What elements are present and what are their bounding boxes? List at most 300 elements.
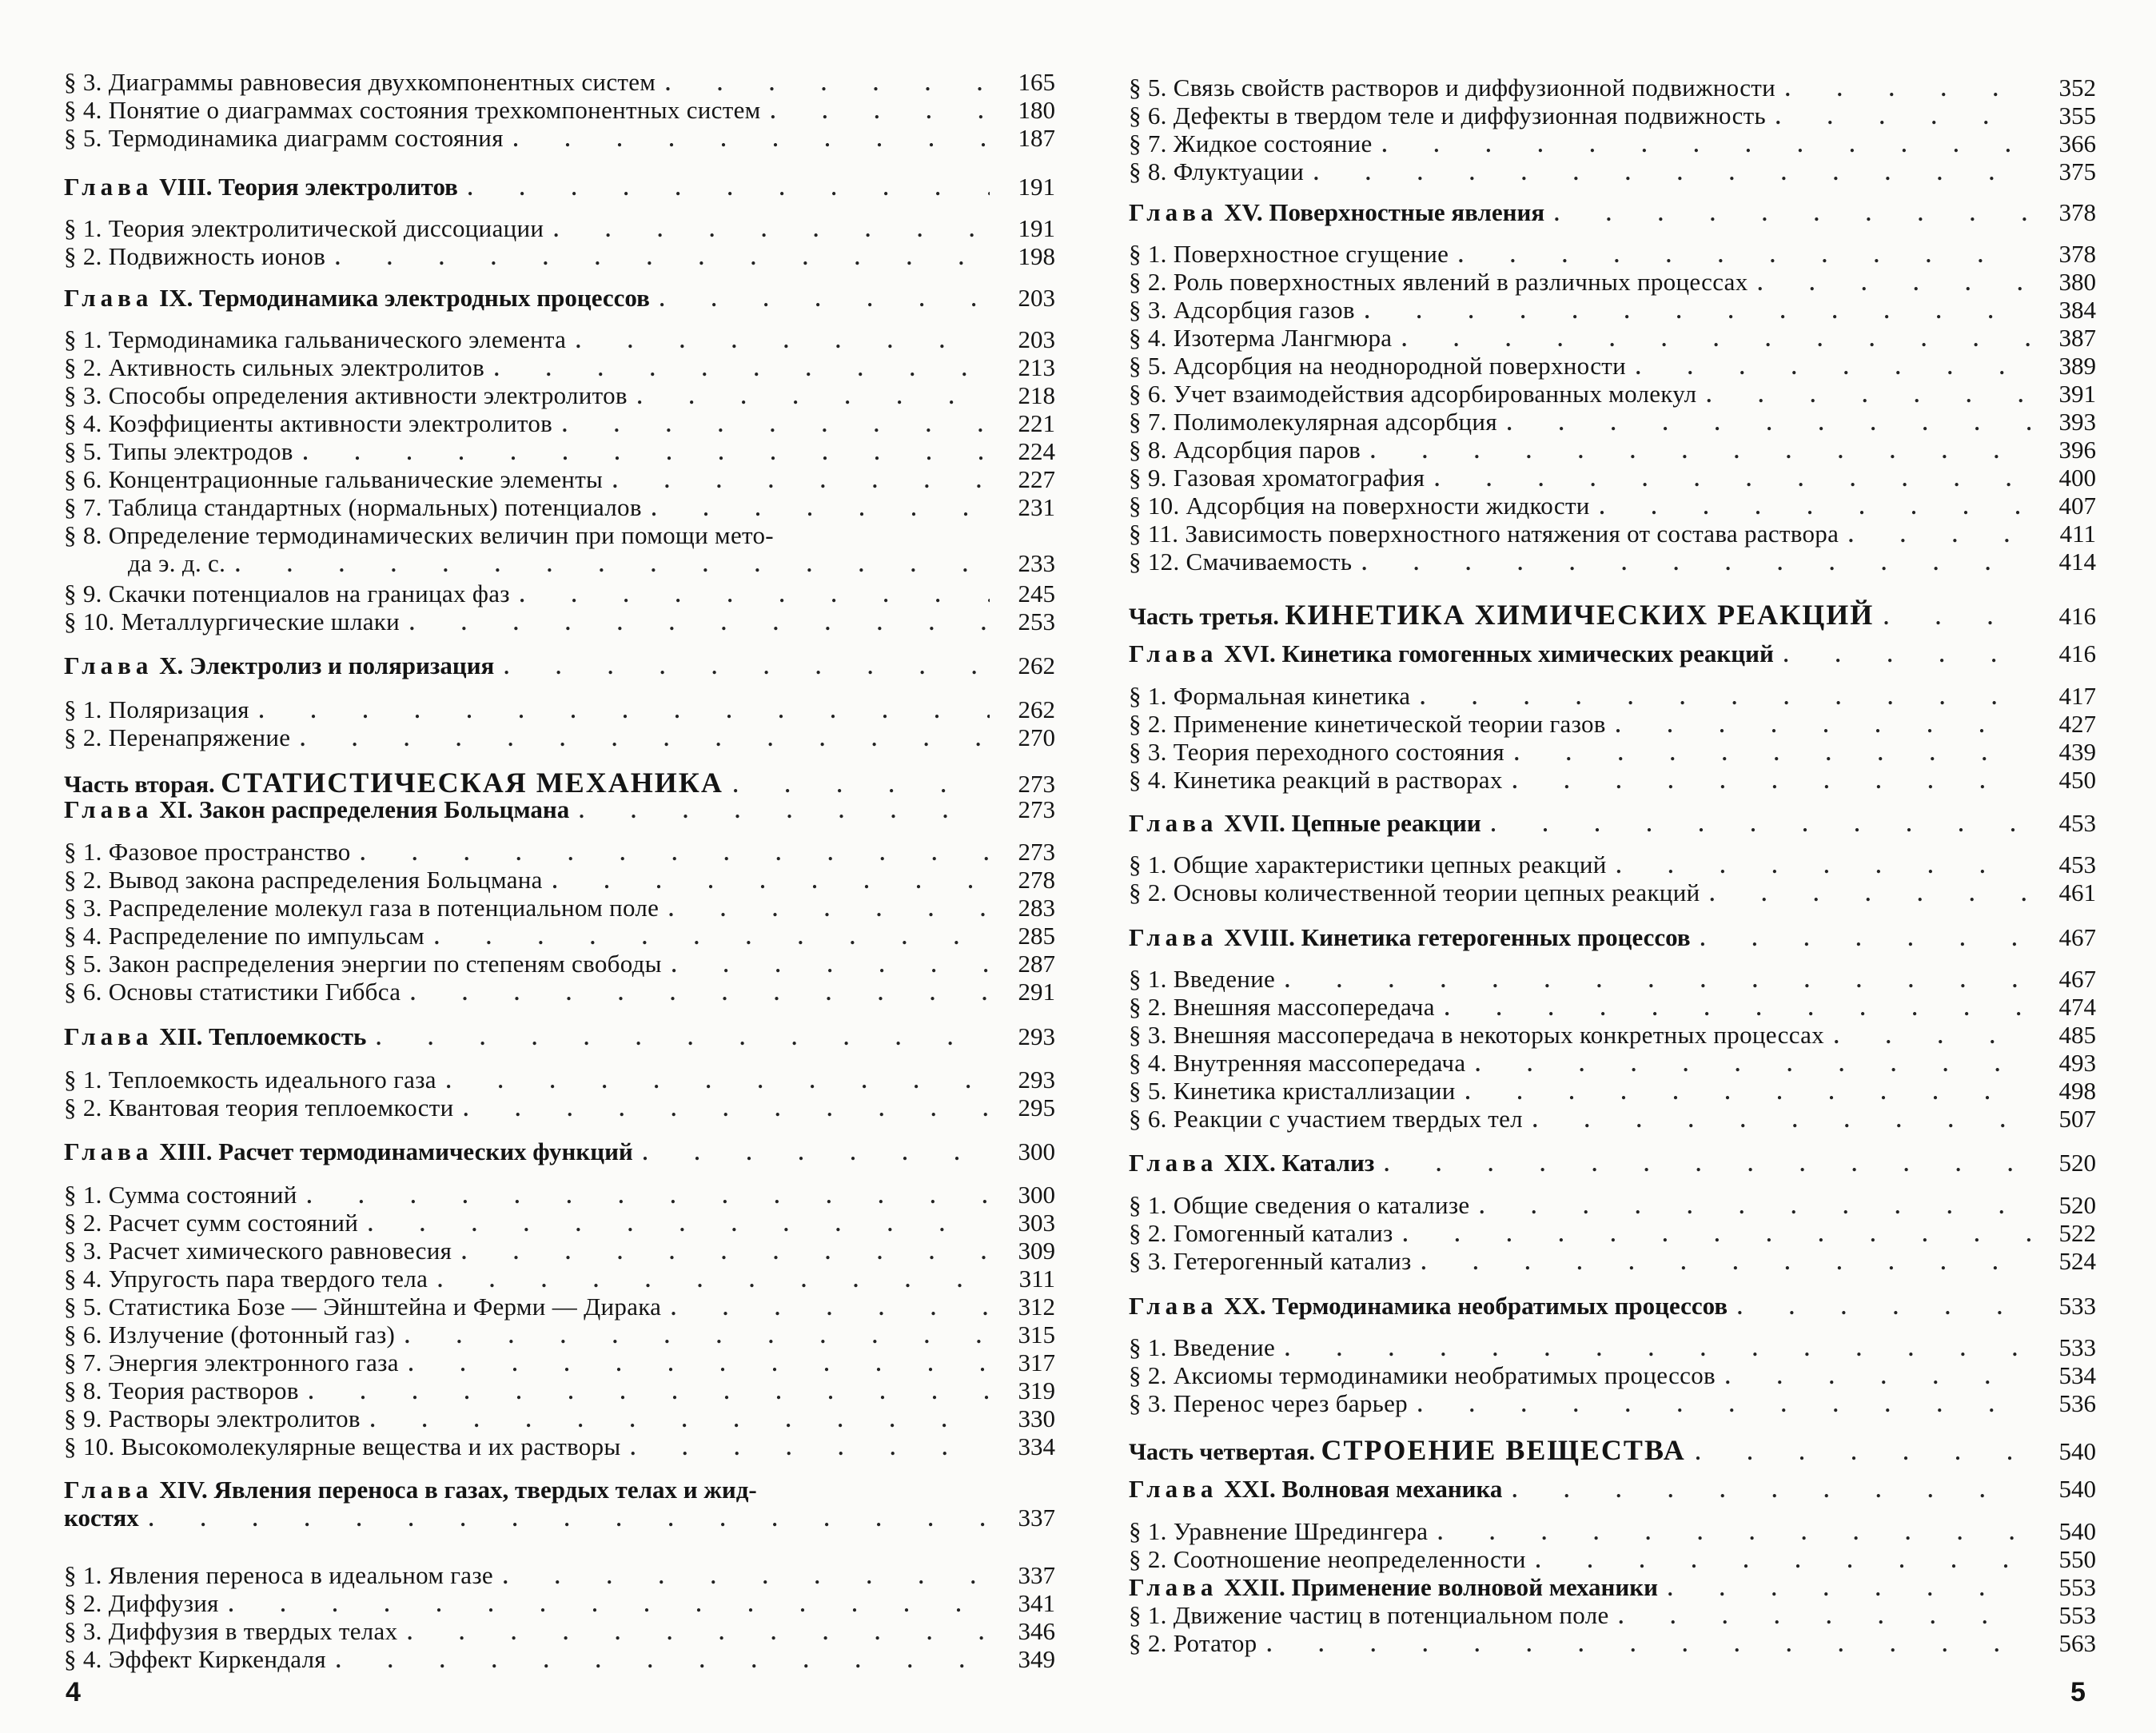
leader-dots <box>1384 1153 2030 1177</box>
leader-dots <box>376 1026 990 1050</box>
page-ref: 300 <box>1018 1137 1055 1165</box>
leader-dots <box>671 1297 990 1321</box>
chapter-title: XVI. Кинетика гомогенных химических реакций <box>1224 639 1774 667</box>
section-entry <box>64 381 1055 410</box>
leader-dots <box>1491 813 2030 837</box>
page-ref: 346 <box>1018 1617 1055 1645</box>
section-entry <box>1129 1219 2096 1248</box>
section-entry <box>1129 1517 2096 1546</box>
leader-dots <box>1616 714 2030 738</box>
page-ref: 536 <box>2058 1389 2096 1417</box>
page-ref: 414 <box>2058 548 2096 576</box>
section-title: § 2. Активность сильных электролитов <box>64 353 485 381</box>
part-title: СТАТИСТИЧЕСКАЯ МЕХАНИКА <box>221 767 723 799</box>
leader-dots <box>1536 1549 2030 1573</box>
leader-dots <box>637 385 990 409</box>
page-ref: 450 <box>2058 766 2096 794</box>
leader-dots <box>1785 78 2030 102</box>
section-title: § 6. Реакции с участием твердых тел <box>1129 1105 1523 1133</box>
section-title: § 2. Подвижность ионов <box>64 242 326 270</box>
section-entry <box>64 1349 1055 1377</box>
leader-dots <box>668 898 990 922</box>
section-title: § 2. Перенапряжение <box>64 723 291 751</box>
entry-continuation <box>64 549 1055 578</box>
section-entry <box>64 1209 1055 1237</box>
page-ref: 349 <box>1018 1645 1055 1673</box>
chapter-title: XV. Поверхностные явления <box>1224 198 1545 226</box>
leader-dots <box>631 1436 990 1460</box>
leader-dots <box>504 655 990 679</box>
section-title: § 2. Диффузия <box>64 1589 219 1617</box>
page-ref: 453 <box>2058 809 2096 837</box>
page-ref: 520 <box>2058 1149 2096 1177</box>
section-title: § 1. Общие сведения о катализе <box>1129 1191 1470 1219</box>
page-ref: 221 <box>1018 409 1055 437</box>
section-entry <box>64 1321 1055 1349</box>
section-entry <box>1129 1049 2096 1078</box>
page-ref: 417 <box>2058 682 2096 710</box>
page-ref: 300 <box>1018 1181 1055 1209</box>
leader-dots <box>1365 300 2030 324</box>
leader-dots <box>494 357 990 381</box>
section-title: § 8. Определение термодинамических величин при помощи мето- <box>64 521 774 549</box>
leader-dots <box>1600 496 2030 520</box>
leader-dots <box>652 497 990 521</box>
page-ref: 191 <box>1018 173 1055 201</box>
section-entry <box>64 894 1055 922</box>
section-title: § 3. Диаграммы равновесия двухкомпонентных систем <box>64 68 656 96</box>
leader-dots <box>513 128 990 152</box>
section-title: § 2. Соотношение неопределенности <box>1129 1545 1526 1573</box>
leader-dots <box>446 1070 990 1094</box>
section-entry <box>1129 1545 2096 1574</box>
section-title: § 3. Гетерогенный катализ <box>1129 1247 1412 1275</box>
leader-dots <box>733 774 990 798</box>
page-ref: 262 <box>1018 651 1055 679</box>
leader-dots <box>300 727 990 751</box>
page-ref: 227 <box>1018 465 1055 493</box>
section-title: § 3. Перенос через барьер <box>1129 1389 1408 1417</box>
section-entry <box>64 838 1055 866</box>
chapter-title: XVII. Цепные реакции <box>1224 809 1481 837</box>
chapter-heading <box>64 795 1055 824</box>
leader-dots <box>307 1185 990 1209</box>
part-prefix: Часть четвертая. <box>1129 1439 1316 1465</box>
chapter-prefix: Глава <box>1129 1149 1218 1177</box>
section-title: § 5. Типы электродов <box>64 437 293 465</box>
section-entry <box>1129 380 2096 408</box>
section-title: § 1. Сумма состояний <box>64 1181 297 1209</box>
page-ref: 485 <box>2058 1021 2096 1049</box>
leader-dots <box>1285 969 2030 993</box>
page-ref: 334 <box>1018 1432 1055 1460</box>
page-ref: 393 <box>2058 408 2096 436</box>
leader-dots <box>1507 412 2030 436</box>
page-ref: 293 <box>1018 1066 1055 1094</box>
leader-dots <box>468 177 990 201</box>
page-ref: 384 <box>2058 296 2096 324</box>
page-ref: 213 <box>1018 353 1055 381</box>
chapter-title: IX. Термодинамика электродных процессов <box>159 284 650 312</box>
page-ref: 283 <box>1018 894 1055 922</box>
leader-dots <box>579 799 990 823</box>
page-ref: 273 <box>1018 838 1055 866</box>
page-ref: 507 <box>2058 1105 2096 1133</box>
section-entry <box>1129 296 2096 325</box>
chapter-prefix: Глава <box>1129 1475 1218 1503</box>
page-ref: 319 <box>1018 1376 1055 1404</box>
section-title: § 10. Металлургические шлаки <box>64 608 401 635</box>
section-title: § 4. Коэффициенты активности электролитов <box>64 409 553 437</box>
leader-dots <box>1668 1577 2030 1601</box>
page-ref: 453 <box>2058 851 2096 878</box>
section-title: § 2. Применение кинетической теории газов <box>1129 710 1606 738</box>
section-title: § 2. Квантовая теория теплоемкости <box>64 1094 454 1121</box>
chapter-title: VIII. Теория электролитов <box>159 173 458 201</box>
page-ref: 180 <box>1018 96 1055 124</box>
section-entry <box>64 950 1055 978</box>
page-ref: 366 <box>2058 129 2096 157</box>
leader-dots <box>149 1508 990 1532</box>
section-title: § 10. Адсорбция на поверхности жидкости <box>1129 492 1590 520</box>
leader-dots <box>1848 524 2030 548</box>
section-entry <box>64 978 1055 1006</box>
page-ref: 467 <box>2058 965 2096 993</box>
page-ref: 467 <box>2058 923 2096 951</box>
leader-dots <box>235 553 990 577</box>
page-ref: 378 <box>2058 240 2096 268</box>
section-entry <box>1129 1361 2096 1390</box>
section-title: § 6. Основы статистики Гиббса <box>64 978 401 1006</box>
page-ref: 273 <box>1018 770 1055 798</box>
chapter-heading <box>1129 923 2096 952</box>
chapter-heading <box>1129 809 2096 838</box>
chapter-prefix: Глава <box>64 284 153 312</box>
page-ref: 563 <box>2058 1629 2096 1657</box>
leader-dots <box>1775 106 2030 129</box>
page-ref: 253 <box>1018 608 1055 635</box>
part-prefix: Часть третья. <box>1129 604 1279 630</box>
chapter-prefix: Глава <box>64 1022 153 1050</box>
section-entry <box>64 1094 1055 1122</box>
chapter-prefix: Глава <box>64 1137 153 1165</box>
leader-dots <box>1420 686 2030 710</box>
leader-dots <box>309 1380 990 1404</box>
page-number-right: 5 <box>2070 1677 2086 1707</box>
page-ref: 309 <box>1018 1237 1055 1265</box>
section-entry <box>64 465 1055 494</box>
page-ref: 311 <box>1018 1265 1055 1293</box>
section-entry <box>64 1066 1055 1094</box>
section-title: § 1. Уравнение Шредингера <box>1129 1517 1429 1545</box>
page-ref: 493 <box>2058 1049 2096 1077</box>
section-title: § 3. Диффузия в твердых телах <box>64 1617 398 1645</box>
section-title: § 2. Аксиомы термодинамики необратимых процессов <box>1129 1361 1716 1389</box>
section-entry <box>64 493 1055 522</box>
leader-dots <box>1737 1296 2030 1320</box>
page-ref: 203 <box>1018 284 1055 312</box>
section-title: § 1. Движение частиц в потенциальном поле <box>1129 1601 1609 1629</box>
leader-dots <box>1361 552 2030 576</box>
chapter-title: XI. Закон распределения Больцмана <box>159 795 570 823</box>
section-title: § 12. Смачиваемость <box>1129 548 1353 576</box>
part-title: СТРОЕНИЕ ВЕЩЕСТВА <box>1321 1434 1686 1466</box>
entry-continuation <box>64 1504 1055 1532</box>
section-title: § 2. Расчет сумм состояний <box>64 1209 359 1237</box>
page-ref: 187 <box>1018 124 1055 152</box>
section-title: § 5. Термодинамика диаграмм состояния <box>64 124 504 152</box>
leader-dots <box>1417 1393 2030 1417</box>
section-title: § 6. Концентрационные гальванические элементы <box>64 465 604 493</box>
leader-dots <box>407 1621 990 1645</box>
section-entry <box>1129 682 2096 711</box>
section-entry <box>64 325 1055 354</box>
chapter-title: XIX. Катализ <box>1224 1149 1375 1177</box>
section-title: § 7. Таблица стандартных (нормальных) потенциалов <box>64 493 642 521</box>
chapter-heading <box>1129 1475 2096 1504</box>
section-title: § 3. Расчет химического равновесия <box>64 1237 452 1265</box>
chapter-title: XX. Термодинамика необратимых процессов <box>1224 1292 1728 1320</box>
leader-dots <box>404 1325 990 1349</box>
page-ref: 165 <box>1018 68 1055 96</box>
page-ref: 407 <box>2058 492 2096 520</box>
leader-dots <box>336 1649 990 1673</box>
section-entry <box>64 1293 1055 1321</box>
page-ref: 317 <box>1018 1349 1055 1376</box>
section-title: § 4. Внутренняя массопередача <box>1129 1049 1466 1077</box>
section-title: § 6. Дефекты в твердом теле и диффузионная подвижность <box>1129 102 1766 129</box>
page-ref: 522 <box>2058 1219 2096 1247</box>
page-ref: 411 <box>2059 520 2096 548</box>
section-entry <box>1129 102 2096 130</box>
leader-dots <box>1465 1081 2030 1105</box>
section-title: § 1. Фазовое пространство <box>64 838 351 866</box>
section-entry <box>1129 240 2096 269</box>
leader-dots <box>665 72 990 96</box>
section-title: § 1. Термодинамика гальванического элемента <box>64 325 567 353</box>
page-ref: 474 <box>2058 993 2096 1021</box>
section-entry <box>1129 738 2096 767</box>
page-ref: 278 <box>1018 866 1055 894</box>
chapter-prefix: Глава <box>1129 639 1218 667</box>
section-entry <box>1129 878 2096 907</box>
section-entry <box>1129 520 2096 548</box>
page-ref: 303 <box>1018 1209 1055 1237</box>
leader-dots <box>1554 202 2030 226</box>
leader-dots <box>1313 161 2030 185</box>
section-entry <box>1129 1021 2096 1050</box>
chapter-heading <box>64 1137 1055 1166</box>
leader-dots <box>1382 133 2030 157</box>
section-entry <box>1129 1389 2096 1418</box>
continuation-text: да э. д. с. <box>128 549 226 577</box>
section-title: § 10. Высокомолекулярные вещества и их растворы <box>64 1432 621 1460</box>
chapter-heading <box>64 173 1055 201</box>
leader-dots <box>408 1353 990 1376</box>
leader-dots <box>259 699 990 723</box>
leader-dots <box>1532 1109 2030 1133</box>
leader-dots <box>1480 1195 2031 1219</box>
section-entry <box>1129 324 2096 353</box>
chapter-title: XVIII. Кинетика гетерогенных процессов <box>1224 923 1691 951</box>
chapter-prefix: Глава <box>1129 198 1218 226</box>
section-entry <box>64 214 1055 243</box>
page-ref: 533 <box>2058 1333 2096 1361</box>
section-title: § 7. Полимолекулярная адсорбция <box>1129 408 1497 436</box>
leader-dots <box>1445 997 2030 1021</box>
leader-dots <box>1403 1223 2030 1247</box>
section-entry <box>64 124 1055 153</box>
section-entry <box>64 1237 1055 1265</box>
chapter-prefix: Глава <box>1129 923 1218 951</box>
chapter-heading <box>64 284 1055 313</box>
leader-dots <box>1434 468 2030 492</box>
chapter-title: XXI. Волновая механика <box>1224 1475 1503 1503</box>
section-title: § 2. Роль поверхностных явлений в различных процессах <box>1129 268 1748 296</box>
page-ref: 231 <box>1018 493 1055 521</box>
leader-dots <box>410 982 990 1006</box>
leader-dots <box>1758 272 2030 296</box>
section-entry <box>64 922 1055 950</box>
section-title: § 2. Гомогенный катализ <box>1129 1219 1393 1247</box>
chapter-title: XXII. Применение волновой механики <box>1224 1573 1659 1601</box>
section-title: § 9. Растворы электролитов <box>64 1404 361 1432</box>
section-entry <box>1129 492 2096 520</box>
leader-dots <box>1421 1251 2030 1275</box>
section-title: § 5. Адсорбция на неоднородной поверхности <box>1129 352 1627 380</box>
chapter-heading <box>1129 1149 2096 1177</box>
leader-dots <box>303 441 990 465</box>
page-ref: 427 <box>2058 710 2096 738</box>
page-ref: 352 <box>2058 74 2096 102</box>
section-entry <box>64 1181 1055 1209</box>
chapter-prefix: Глава <box>1129 1573 1218 1601</box>
leader-dots <box>1706 384 2030 408</box>
page-ref: 224 <box>1018 437 1055 465</box>
leader-dots <box>1883 606 2030 630</box>
leader-dots <box>1514 742 2030 766</box>
leader-dots <box>1458 244 2030 268</box>
section-title: § 1. Теория электролитической диссоциации <box>64 214 544 242</box>
page-ref: 312 <box>1018 1293 1055 1321</box>
section-title: § 4. Понятие о диаграммах состояния трехкомпонентных систем <box>64 96 761 124</box>
continuation-text: костях <box>64 1504 139 1532</box>
section-title: § 6. Излучение (фотонный газ) <box>64 1321 396 1349</box>
leader-dots <box>1475 1053 2030 1077</box>
chapter-prefix: Глава <box>64 651 153 679</box>
section-title: § 9. Газовая хроматография <box>1129 464 1425 492</box>
chapter-title: XII. Теплоемкость <box>159 1022 367 1050</box>
leader-dots <box>464 1098 990 1121</box>
chapter-heading <box>64 651 1055 680</box>
chapter-heading <box>1129 639 2096 668</box>
page-ref: 262 <box>1018 695 1055 723</box>
leader-dots <box>361 842 990 866</box>
section-entry <box>1129 710 2096 739</box>
page-ref: 337 <box>1018 1504 1055 1532</box>
page-ref: 461 <box>2058 878 2096 906</box>
section-title: § 5. Кинетика кристаллизации <box>1129 1077 1456 1105</box>
chapter-prefix: Глава <box>1129 809 1218 837</box>
page-ref: 378 <box>2058 198 2096 226</box>
leader-dots <box>562 413 990 437</box>
page-ref: 337 <box>1018 1561 1055 1589</box>
section-title: § 1. Введение <box>1129 965 1276 993</box>
page-ref: 198 <box>1018 242 1055 270</box>
page-ref: 387 <box>2058 324 2096 352</box>
page-ref: 315 <box>1018 1321 1055 1349</box>
section-title: § 5. Статистика Бозе — Эйнштейна и Ферми — Дирака <box>64 1293 662 1321</box>
leader-dots <box>643 1141 990 1165</box>
page-ref: 439 <box>2058 738 2096 766</box>
section-entry <box>1129 408 2096 436</box>
part-prefix: Часть вторая. <box>64 771 215 798</box>
page-ref: 550 <box>2058 1545 2096 1573</box>
section-entry <box>1129 74 2096 102</box>
page-number-left: 4 <box>66 1677 81 1707</box>
page-ref: 293 <box>1018 1022 1055 1050</box>
leader-dots <box>370 1408 990 1432</box>
leader-dots <box>1696 1441 2030 1465</box>
page-ref: 533 <box>2058 1292 2096 1320</box>
leader-dots <box>437 1269 990 1293</box>
section-title: § 11. Зависимость поверхностного натяжения от состава раствора <box>1129 520 1839 548</box>
leader-dots <box>1616 855 2030 878</box>
page-ref: 245 <box>1018 580 1055 608</box>
page-ref: 524 <box>2058 1247 2096 1275</box>
leader-dots <box>520 584 990 608</box>
page-ref: 520 <box>2058 1191 2096 1219</box>
section-title: § 3. Распределение молекул газа в потенциальном поле <box>64 894 660 922</box>
chapter-prefix: Глава <box>64 173 153 201</box>
leader-dots <box>576 329 990 353</box>
chapter-heading <box>1129 1573 2096 1602</box>
page-ref: 355 <box>2058 102 2096 129</box>
section-entry <box>64 695 1055 724</box>
section-entry <box>64 866 1055 894</box>
section-title: § 4. Упругость пара твердого тела <box>64 1265 428 1293</box>
chapter-title: X. Электролиз и поляризация <box>159 651 495 679</box>
leader-dots <box>409 612 990 635</box>
page-ref: 498 <box>2058 1077 2096 1105</box>
section-entry <box>1129 157 2096 186</box>
leader-dots <box>461 1241 990 1265</box>
section-title: § 1. Поверхностное сгущение <box>1129 240 1449 268</box>
chapter-title: XIV. Явления переноса в газах, твердых телах и жид- <box>159 1476 757 1504</box>
section-title: § 2. Внешняя массопередача <box>1129 993 1435 1021</box>
section-entry <box>64 437 1055 466</box>
chapter-heading <box>64 1476 1055 1504</box>
section-title: § 7. Жидкое состояние <box>1129 129 1373 157</box>
page-ref: 375 <box>2058 157 2096 185</box>
section-title: § 1. Введение <box>1129 1333 1276 1361</box>
section-entry <box>1129 268 2096 297</box>
page-ref: 400 <box>2058 464 2096 492</box>
leader-dots <box>1709 882 2030 906</box>
section-title: § 1. Общие характеристики цепных реакций <box>1129 851 1607 878</box>
part-heading <box>64 766 1055 799</box>
leader-dots <box>1401 328 2030 352</box>
leader-dots <box>1266 1633 2030 1657</box>
page-ref: 203 <box>1018 325 1055 353</box>
part-heading <box>1129 598 2096 631</box>
section-entry <box>1129 1191 2096 1220</box>
section-entry <box>1129 1105 2096 1133</box>
page-ref: 218 <box>1018 381 1055 409</box>
page-ref: 416 <box>2058 602 2096 630</box>
leader-dots <box>552 870 990 894</box>
leader-dots <box>229 1593 990 1617</box>
